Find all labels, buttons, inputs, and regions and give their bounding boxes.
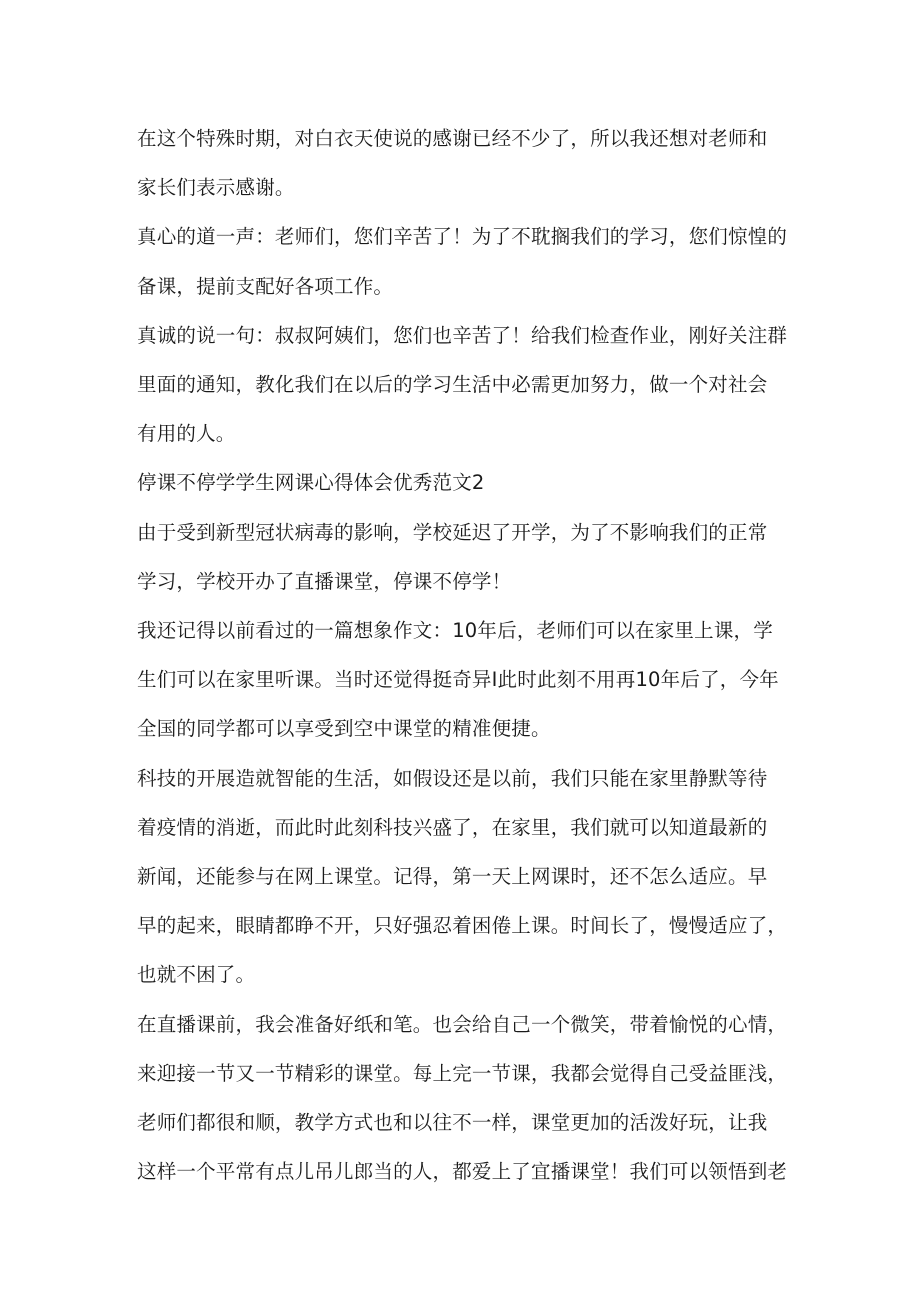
paragraph: [137, 1000, 787, 1197]
text-line: 学习，学校开办了直播课堂，停课不停学！: [137, 569, 512, 593]
paragraph: [137, 754, 787, 1000]
text-line: 里面的通知，教化我们在以后的学习生活中必需更加努力，做一个对社会: [137, 373, 768, 397]
text-line: 有用的人。: [137, 422, 236, 446]
text-line: 着疫情的消逝，而此时此刻科技兴盛了，在家里，我们就可以知道最新的: [137, 815, 768, 839]
text-line: 备课，提前支配好各项工作。: [137, 274, 394, 298]
text-line: 家长们表示感谢。: [137, 176, 295, 200]
text-line: 我还记得以前看过的一篇想象作文：10年后，老师们可以在家里上课，学: [137, 619, 773, 643]
text-line: 停课不停学学生网课心得体会优秀范文2: [137, 471, 485, 495]
text-line: 在这个特殊时期，对白衣天使说的感谢已经不少了，所以我还想对老师和: [137, 127, 768, 150]
paragraph: [137, 212, 787, 310]
text-line: 老师们都很和顺，教学方式也和以往不一样，课堂更加的活泼好玩，让我: [137, 1111, 768, 1135]
paragraph: [137, 606, 787, 754]
text-line: 科技的开展造就智能的生活，如假设还是以前，我们只能在家里静默等待: [137, 766, 768, 790]
paragraph: [137, 311, 787, 459]
text-line: 在直播课前，我会准备好纸和笔。也会给自己一个微笑，带着愉悦的心情，: [137, 1012, 788, 1036]
text-line: 真诚的说一句：叔叔阿姨们，您们也辛苦了！给我们检查作业，刚好关注群: [137, 323, 788, 347]
paragraph: [137, 114, 787, 212]
text-line: 新闻，还能参与在网上课堂。记得，第一天上网课时，还不怎么适应。早: [137, 865, 768, 889]
text-line: 这样一个平常有点儿吊儿郎当的人，都爱上了宜播课堂！我们可以领悟到老: [137, 1160, 788, 1184]
text-line: 来迎接一节又一节精彩的课堂。每上完一节课，我都会觉得自己受益匪浅，: [137, 1061, 788, 1085]
paragraph: [137, 508, 787, 606]
text-line: 早的起来，眼睛都睁不开，只好强忍着困倦上课。时间长了，慢慢适应了，: [137, 914, 788, 938]
text-line: 真心的道一声：老师们，您们辛苦了！为了不耽搁我们的学习，您们惊惶的: [137, 225, 788, 249]
document-body: [137, 114, 787, 1196]
text-line: 生们可以在家里听课。当时还觉得挺奇异I此时此刻不用再10年后了，今年: [137, 668, 779, 692]
text-line: 由于受到新型冠状病毒的影响，学校延迟了开学，为了不影响我们的正常: [137, 520, 768, 544]
section-heading: [137, 458, 787, 507]
text-line: 全国的同学都可以享受到空中课堂的精准便捷。: [137, 717, 551, 741]
text-line: 也就不困了。: [137, 963, 256, 987]
